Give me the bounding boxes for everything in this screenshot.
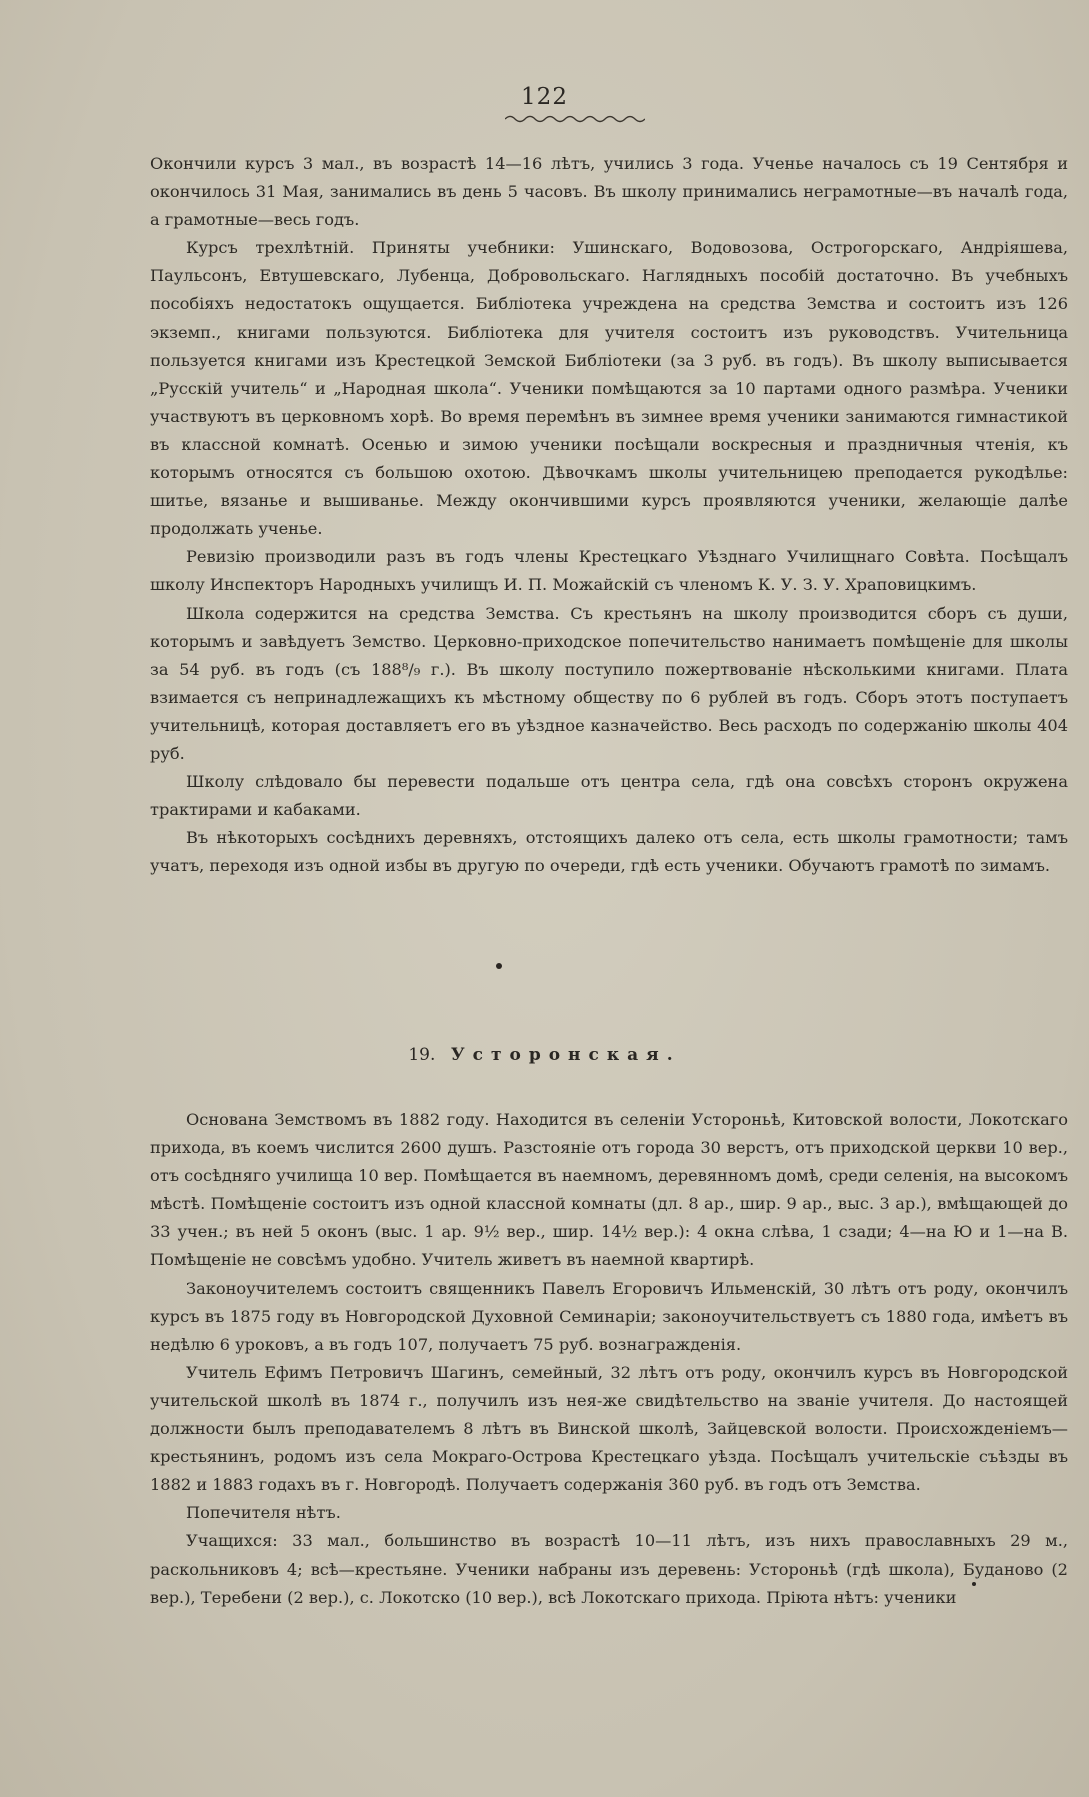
section-title: Усторонская. [450,1045,681,1065]
section-heading [0,1045,1089,1065]
paragraph: Школа содержится на средства Земства. Съ крестьянъ на школу производится сборъ съ души, которымъ и завѣдуетъ Земство. Церковно-приходское попечительство нанимаетъ помѣщеніе для школы за 54 руб. въ годъ (съ 188⁸/₉ г.). Въ школу поступило пожертвованіе нѣсколькими книгами. Плата взимается съ непринадлежащихъ къ мѣстному обществу по 6 рублей въ годъ. Сборъ этотъ поступаетъ учительницѣ, которая доставляетъ его въ уѣздное казначейство. Весь расходъ по содержанію школы 404 руб. [150,603,1068,763]
paragraph: Ревизію производили разъ въ годъ члены Крестецкаго Уѣзднаго Училищнаго Совѣта. Посѣщалъ школу Инспекторъ Народныхъ училищъ И. П. Можайскій съ членомъ К. У. З. У. Храповицкимъ. [150,547,1068,595]
paragraph: Попечителя нѣтъ. [186,1503,341,1523]
ink-spot [496,963,502,969]
section-2-text [150,1106,1068,1612]
paragraph: Окончили курсъ 3 мал., въ возрастѣ 14—16 лѣтъ, учились 3 года. Ученье началось съ 19 Сентября и окончилось 31 Мая, занимались въ день 5 часовъ. Въ школу принимались неграмотные—въ началѣ года, а грамотные—весь годъ. [150,154,1068,230]
paragraph: Учащихся: 33 мал., большинство въ возрастѣ 10—11 лѣтъ, изъ нихъ православныхъ 29 м., раскольниковъ 4; всѣ—крестьяне. Ученики набраны изъ деревень: Устороньѣ (гдѣ школа), Буданово (2 вер.), Теребени (2 вер.), с. Локотско (10 вер.), всѣ Локотскаго прихода. Пріюта нѣтъ: ученики [150,1531,1068,1607]
paragraph: Курсъ трехлѣтній. Приняты учебники: Ушинскаго, Водовозова, Острогорскаго, Андріяшева, Паульсонъ, Евтушевскаго, Лубенца, Добровольскаго. Наглядныхъ пособій достаточно. Въ учебныхъ пособіяхъ недостатокъ ощущается. Библіотека учреждена на средства Земства и состоитъ изъ 126 экземп., книгами пользуются. Библіотека для учителя состоитъ изъ руководствъ. Учительница пользуется книгами изъ Крестецкой Земской Библіотеки (за 3 руб. въ годъ). Въ школу выписывается „Русскій учитель“ и „Народная школа“. Ученики помѣщаются за 10 партами одного размѣра. Ученики участвуютъ въ церковномъ хорѣ. Во время перемѣнъ въ зимнее время ученики занимаются гимнастикой въ классной комнатѣ. Осенью и зимою ученики посѣщали воскресныя и праздничныя чтенія, къ которымъ относятся съ большою охотою. Дѣвочкамъ школы учительницею преподается рукодѣлье: шитье, вязанье и вышиванье. Между окончившими курсъ проявляются ученики, желающіе далѣе продолжать ученье. [150,238,1068,539]
ink-spot [972,1582,976,1586]
paragraph: Школу слѣдовало бы перевести подальше отъ центра села, гдѣ она совсѣхъ сторонъ окружена трактирами и кабаками. [150,772,1068,820]
paragraph: Учитель Ефимъ Петровичъ Шагинъ, семейный, 32 лѣтъ отъ роду, окончилъ курсъ въ Новгородской учительской школѣ въ 1874 г., получилъ изъ нея-же свидѣтельство на званіе учителя. До настоящей должности былъ преподавателемъ 8 лѣтъ въ Винской школѣ, Зайцевской волости. Происхожденіемъ—крестьянинъ, родомъ изъ села Мокраго-Острова Крестецкаго уѣзда. Посѣщалъ учительскіе съѣзды въ 1882 и 1883 годахъ въ г. Новгородѣ. Получаетъ содержанія 360 руб. въ годъ отъ Земства. [150,1362,1068,1495]
section-number: 19. [408,1045,436,1065]
paragraph: Въ нѣкоторыхъ сосѣднихъ деревняхъ, отстоящихъ далеко отъ села, есть школы грамотности; тамъ учатъ, переходя изъ одной избы въ другую по очереди, гдѣ есть ученики. Обучаютъ грамотѣ по зимамъ. [150,828,1068,876]
paragraph: Законоучителемъ состоитъ священникъ Павелъ Егоровичъ Ильменскій, 30 лѣтъ отъ роду, окончилъ курсъ въ 1875 году въ Новгородской Духовной Семинаріи; законоучительствуетъ съ 1880 года, имѣетъ въ недѣлю 6 уроковъ, а въ годъ 107, получаетъ 75 руб. вознагражденія. [150,1278,1068,1354]
paragraph: Основана Земствомъ въ 1882 году. Находится въ селеніи Устороньѣ, Китовской волости, Локотскаго прихода, въ коемъ числится 2600 душъ. Разстояніе отъ города 30 верстъ, отъ приходской церкви 10 вер., отъ сосѣдняго училища 10 вер. Помѣщается въ наемномъ, деревянномъ домѣ, среди селенія, на высокомъ мѣстѣ. Помѣщеніе состоитъ изъ одной классной комнаты (дл. 8 ар., шир. 9 ар., выс. 3 ар.), вмѣщающей до 33 учен.; въ ней 5 оконъ (выс. 1 ар. 9½ вер., шир. 14½ вер.): 4 окна слѣва, 1 сзади; 4—на Ю и 1—на В. Помѣщеніе не совсѣмъ удобно. Учитель живетъ въ наемной квартирѣ. [150,1110,1068,1270]
wavy-ornament [505,114,645,124]
section-1-text [150,150,1068,880]
page-number: 122 [521,84,568,110]
